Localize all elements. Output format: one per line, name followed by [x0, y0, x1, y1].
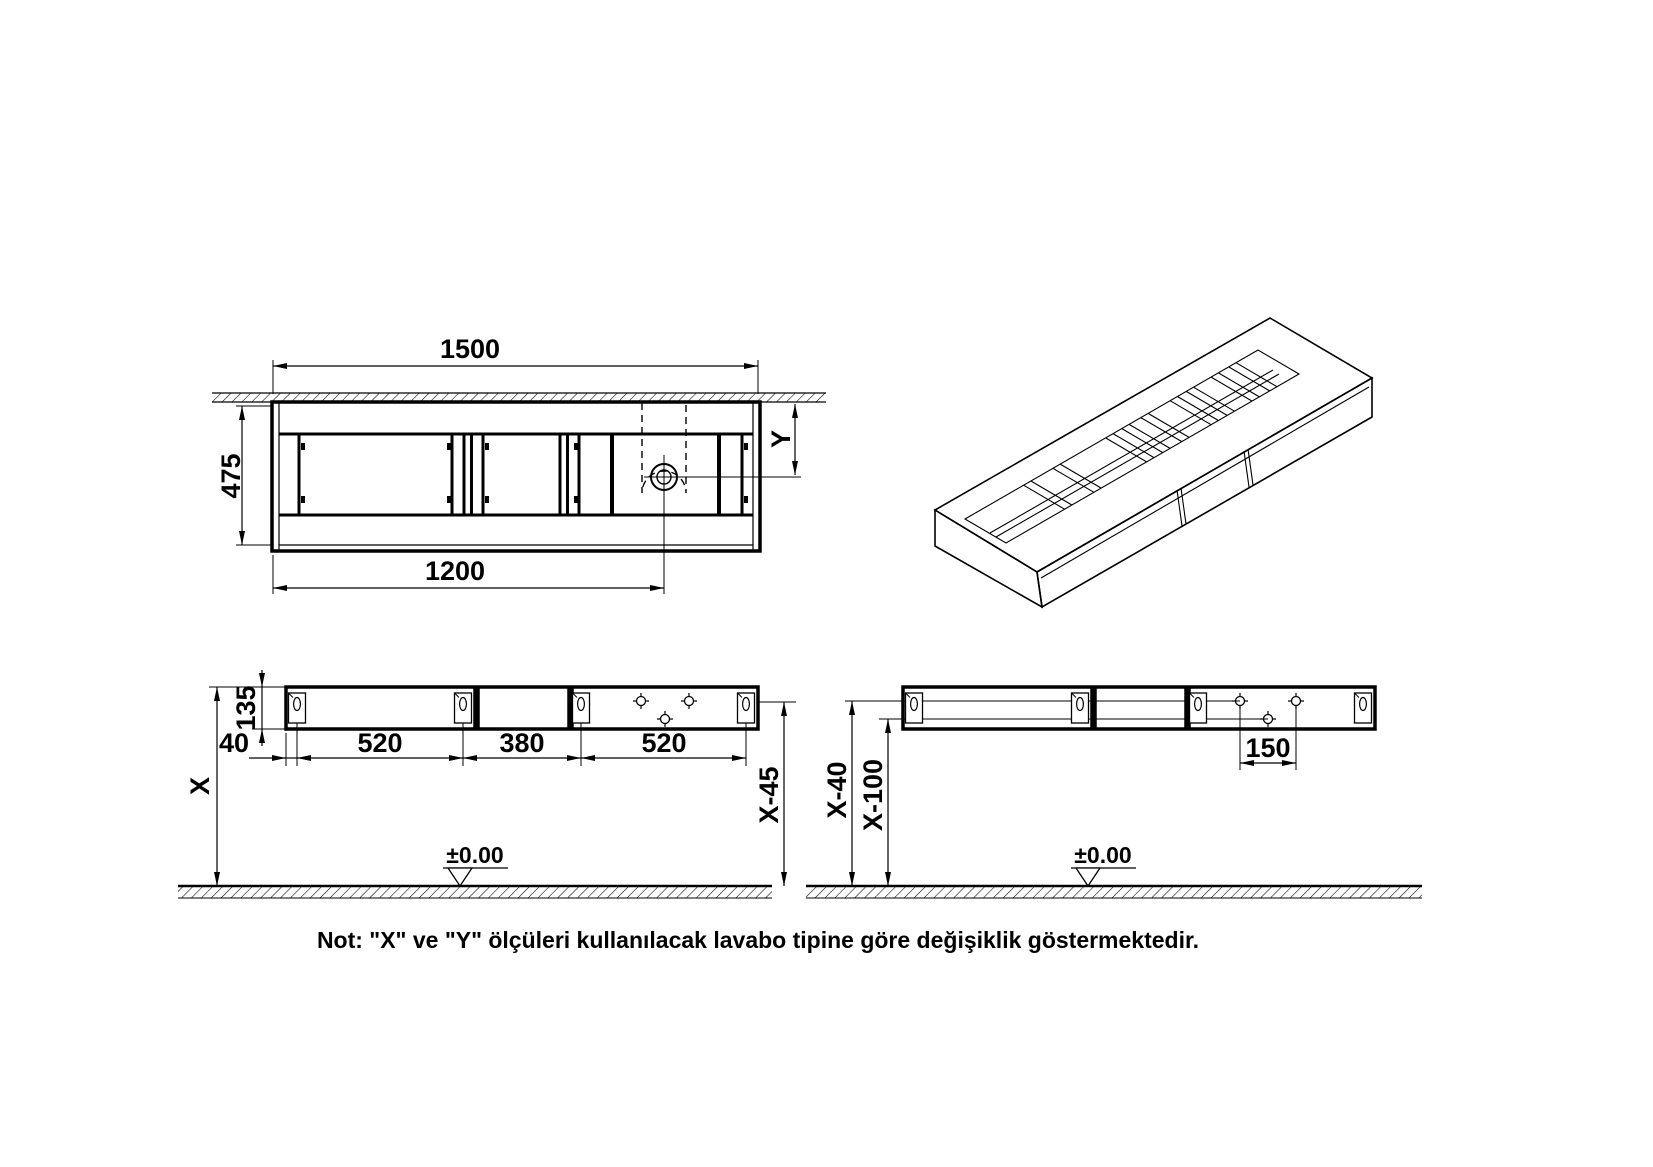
datum-right-label: ±0.00 — [1074, 842, 1132, 868]
datum-left — [443, 842, 508, 886]
dim-380-label: 380 — [499, 728, 545, 758]
dim-X40 — [822, 701, 852, 886]
dim-X100-label: X-100 — [858, 758, 888, 832]
dim-475-label: 475 — [216, 453, 246, 499]
dim-Y — [762, 402, 802, 475]
dim-X40-label: X-40 — [822, 761, 852, 819]
dim-X-label: X — [185, 776, 215, 796]
dim-Y-label: Y — [766, 429, 796, 449]
dim-X100 — [858, 719, 888, 886]
rail-notches — [301, 443, 748, 503]
dim-row-left — [219, 728, 746, 758]
right-elevation — [806, 687, 1422, 898]
dim-520b-label: 520 — [641, 728, 687, 758]
dim-1500 — [273, 334, 758, 394]
datum-right — [1071, 842, 1136, 886]
note-text: Not: "X" ve "Y" ölçüleri kullanılacak lavabo tipine göre değişiklik göstermektedir. — [316, 927, 1200, 953]
datum-left-label: ±0.00 — [446, 842, 504, 868]
isometric-view — [935, 318, 1372, 607]
dim-1500-label: 1500 — [439, 334, 501, 364]
dim-475 — [216, 406, 272, 545]
dim-520a-label: 520 — [357, 728, 403, 758]
dim-X45-label: X-45 — [754, 766, 784, 824]
plan-view — [212, 334, 826, 594]
floor-right — [806, 886, 1422, 898]
left-elevation — [178, 670, 796, 898]
floor-left — [178, 886, 772, 898]
drain-hole — [644, 455, 801, 594]
dim-X — [185, 687, 217, 886]
wall-panel-left — [286, 687, 758, 729]
dim-150 — [1240, 708, 1296, 770]
dim-150-label: 150 — [1245, 733, 1291, 763]
dim-1200-label: 1200 — [424, 556, 486, 586]
dim-135-label: 135 — [231, 685, 261, 731]
dim-1200 — [273, 555, 664, 594]
dim-40-label: 40 — [218, 728, 250, 758]
wall-panel-right — [903, 687, 1375, 729]
dim-X45 — [754, 702, 796, 886]
